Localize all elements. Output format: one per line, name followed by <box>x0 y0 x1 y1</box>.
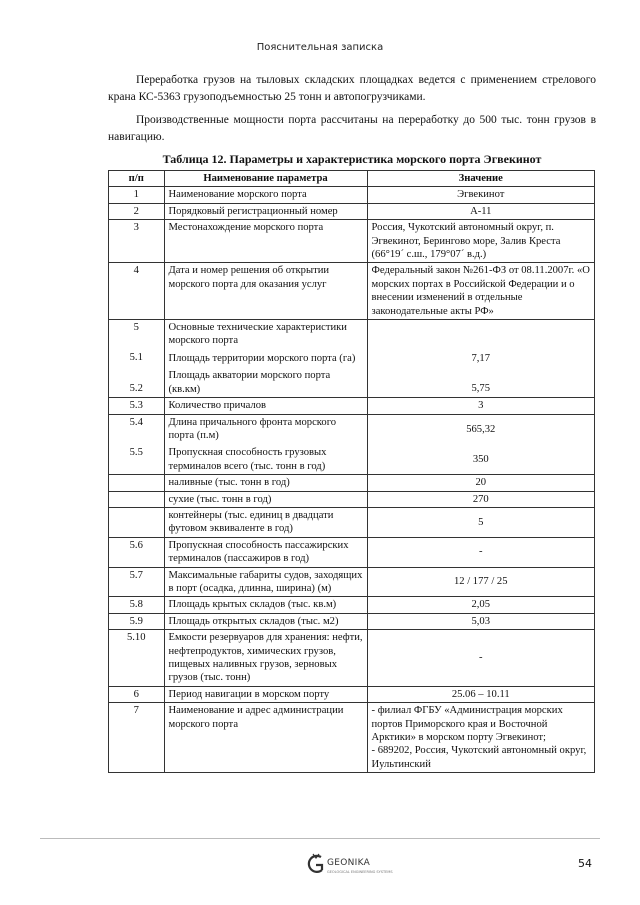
table-row <box>109 475 595 491</box>
header-num: п/п <box>109 171 165 187</box>
row-value: 5,03 <box>367 613 594 629</box>
row-num: 5.6 <box>109 537 165 567</box>
row-name: Наименование и адрес администрации морского порта <box>164 703 367 773</box>
row-value: 270 <box>367 491 594 507</box>
row-name: Площадь территории морского порта (га) <box>168 352 356 364</box>
row-num: 5.8 <box>109 597 165 613</box>
row-name: Пропускная способность грузовых терминалов всего (тыс. тонн в год) <box>168 447 327 472</box>
table-row <box>109 398 595 414</box>
row-value: 12 / 177 / 25 <box>367 567 594 597</box>
row-num: 5.1 <box>129 352 143 364</box>
row-name: Основные технические характеристики морского порта <box>168 322 347 347</box>
row-value: - филиал ФГБУ «Администрация морских портов Приморского края и Восточной Арктики» в морском порту Эгвекинот; - 689202, Россия, Чукотский автономный округ, Иультинский <box>367 703 594 773</box>
company-logo <box>305 852 395 882</box>
table-row <box>109 613 595 629</box>
row-value: 3 <box>367 398 594 414</box>
row-num: 3 <box>109 220 165 263</box>
row-value: 25.06 – 10.11 <box>367 686 594 702</box>
row-value: Эгвекинот <box>367 187 594 203</box>
row-name: Пропускная способность пассажирских терминалов (пассажиров в год) <box>164 537 367 567</box>
row-name: Период навигации в морском порту <box>164 686 367 702</box>
row-value: 7,17 <box>471 353 491 365</box>
row-num: 5.10 <box>109 630 165 687</box>
table-row <box>109 507 595 537</box>
row-name: Порядковый регистрационный номер <box>164 203 367 219</box>
row-value: Федеральный закон №261-ФЗ от 08.11.2007г. «О морских портах в Российской Федерации и о внесении изменений в отдельные законодательные акты РФ» <box>367 263 594 320</box>
row-num: 5.4 <box>129 416 143 428</box>
row-name: Емкости резервуаров для хранения: нефти, нефтепродуктов, химических грузов, пищевых наливных грузов, зерновых грузов (тыс. тонн) <box>164 630 367 687</box>
row-name: наливные (тыс. тонн в год) <box>164 475 367 491</box>
row-num: 5.5 <box>129 446 143 458</box>
row-num: 5.2 <box>129 382 143 394</box>
table-row <box>109 203 595 219</box>
row-num: 5.7 <box>109 567 165 597</box>
page-number: 54 <box>578 857 592 870</box>
paragraph-capacity: Производственные мощности порта рассчитаны на переработку до 500 тыс. тонн грузов в навигацию. <box>108 114 596 143</box>
logo-text: GEONIKA <box>327 858 371 868</box>
logo-subtitle: GEOLOGICAL ENGINEERING SYSTEMS <box>327 870 393 874</box>
page-header: Пояснительная записка <box>256 42 384 53</box>
row-value: 565,32 <box>466 423 496 435</box>
table-row <box>109 597 595 613</box>
row-value: - <box>367 537 594 567</box>
row-value: 20 <box>367 475 594 491</box>
row-name: Площадь открытых складов (тыс. м2) <box>164 613 367 629</box>
row-value: 2,05 <box>367 597 594 613</box>
row-value: - <box>367 630 594 687</box>
row-num: 2 <box>109 203 165 219</box>
table-header-row <box>109 171 595 187</box>
table-row <box>109 567 595 597</box>
row-value: Россия, Чукотский автономный округ, п. Эгвекинот, Берингово море, Залив Креста (66°19´ с.ш., 179°07´ в.д.) <box>367 220 594 263</box>
row-value: 5,75 <box>471 383 491 395</box>
table-row <box>109 263 595 320</box>
table-row <box>109 491 595 507</box>
row-value <box>372 321 590 338</box>
row-name: Дата и номер решения об открытии морского порта для оказания услуг <box>164 263 367 320</box>
footer-divider <box>40 838 600 839</box>
row-name: Наименование морского порта <box>164 187 367 203</box>
header-name: Наименование параметра <box>164 171 367 187</box>
row-num: 1 <box>109 187 165 203</box>
table-row <box>109 630 595 687</box>
table-row <box>109 703 595 773</box>
row-name: Количество причалов <box>164 398 367 414</box>
row-num <box>109 475 165 491</box>
row-name: Максимальные габариты судов, заходящих в порт (осадка, длинна, ширина) (м) <box>164 567 367 597</box>
table-caption: Таблица 12. Параметры и характеристика морского порта Эгвекинот <box>162 152 542 166</box>
paragraph-cargo-handling: Переработка грузов на тыловых складских площадках ведется с применением стрелового крана КС-5363 грузоподъемностью 25 тонн и автопогрузчиками. <box>108 74 596 103</box>
table-row <box>109 187 595 203</box>
row-value: 5 <box>367 507 594 537</box>
row-num: 5.3 <box>109 398 165 414</box>
row-num: 5 <box>133 322 139 334</box>
row-name: Площадь крытых складов (тыс. кв.м) <box>164 597 367 613</box>
header-value: Значение <box>367 171 594 187</box>
table-row-group-5-4 <box>109 414 595 475</box>
geonika-logo-icon <box>305 852 327 878</box>
table-row <box>109 686 595 702</box>
row-name: Длина причального фронта морского порта (п.м) <box>168 416 337 441</box>
row-num <box>109 491 165 507</box>
row-name: Площадь акватории морского порта (кв.км) <box>168 370 331 395</box>
table-row <box>109 537 595 567</box>
row-num: 7 <box>109 703 165 773</box>
row-name: сухие (тыс. тонн в год) <box>164 491 367 507</box>
row-num: 6 <box>109 686 165 702</box>
row-num <box>109 507 165 537</box>
port-parameters-table <box>108 170 595 773</box>
row-num: 5.9 <box>109 613 165 629</box>
row-value: А-11 <box>367 203 594 219</box>
table-row <box>109 220 595 263</box>
table-row-group-5 <box>109 320 595 398</box>
row-num: 4 <box>109 263 165 320</box>
row-name: Местонахождение морского порта <box>164 220 367 263</box>
row-value: 350 <box>472 453 489 465</box>
row-name: контейнеры (тыс. единиц в двадцати футовом эквиваленте в год) <box>164 507 367 537</box>
